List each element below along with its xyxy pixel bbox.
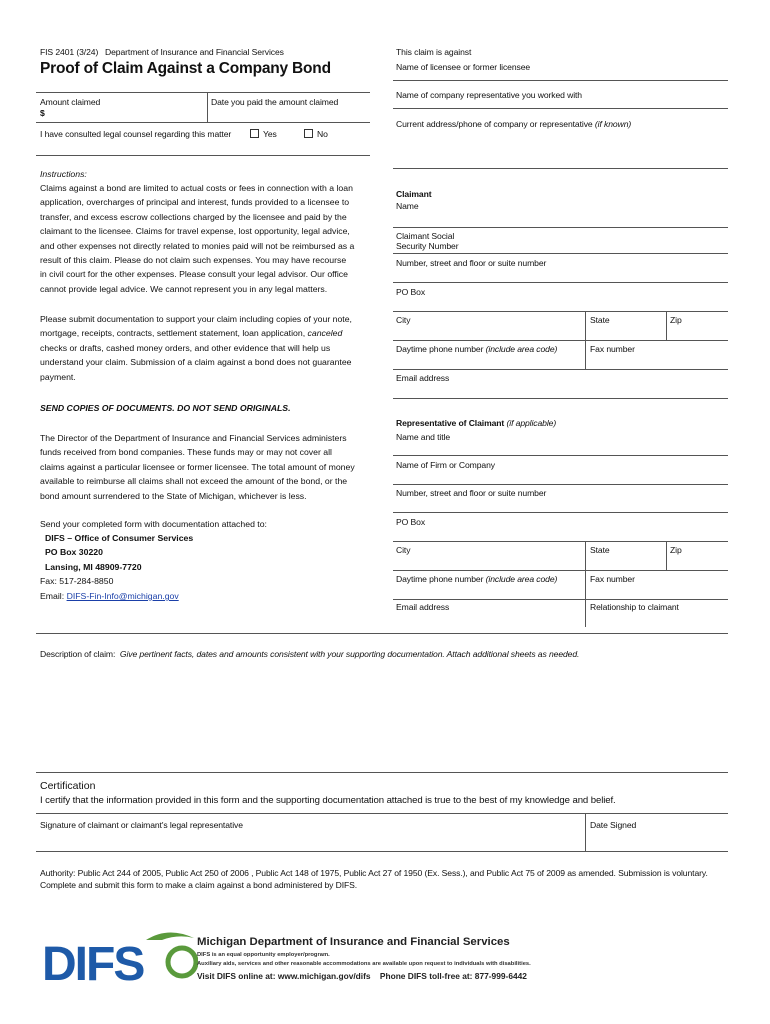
certification-heading: Certification xyxy=(40,780,96,792)
claimant-ssn-label: Claimant Social Security Number xyxy=(396,231,459,251)
mailing-address: DIFS – Office of Consumer Services PO Box 30220 Lansing, MI 48909-7720 xyxy=(45,533,194,572)
amount-claimed-label: Amount claimed xyxy=(40,97,101,107)
claimant-phone-label: Daytime phone number (include area code) xyxy=(396,344,558,354)
claimant-street-label: Number, street and floor or suite number xyxy=(396,258,547,268)
page-title: Proof of Claim Against a Company Bond xyxy=(40,60,331,77)
rep-email-label: Email address xyxy=(396,602,450,612)
instructions-paragraph-3: The Director of the Department of Insurance and Financial Services administers funds received from bond companies. These funds may or may not cover all claims against a particular licensee or former licensee. The total amount of money available to reimburse all claims shall not exceed the amount of the bond, or the bond amount surrendered to the State of Michigan, whichever is less. xyxy=(40,433,355,501)
claimant-state-label: State xyxy=(590,315,610,325)
form-id: FIS 2401 (3/24) xyxy=(40,47,99,57)
claimant-name-label: Name xyxy=(396,201,419,211)
org-name: Michigan Department of Insurance and Financial Services xyxy=(197,936,510,948)
send-to-text: Send your completed form with documentation attached to: xyxy=(40,519,267,529)
instructions-paragraph-1: Claims against a bond are limited to actual costs or fees in connection with a loan application, overcharges of principal and interest, funds provided to a licensee to transfer, and excess escrow collections charged by the licensee and paid by the claimant to the licensee. Claims for travel expense, lost opportunity, legal advice, and other expenses not directly related to monies paid will not be reimbursed as a result of this claim. Please do not claim such expenses. You may have recourse in civil court for the other expenses. Please consult your legal advisor. Our office cannot provide legal advice. We cannot represent you in any legal matters. xyxy=(40,183,355,294)
fax-number: Fax: 517-284-8850 xyxy=(40,576,114,586)
instructions-paragraph-2: Please submit documentation to support your claim including copies of your note, mortgage, receipts, contracts, settlement statement, loan application, canceled checks or drafts, cashed money orders, and other evidence that will help us understand your claim. Submission of a claim against a bond does not guarantee payment. xyxy=(40,314,352,382)
claimant-email-label: Email address xyxy=(396,373,450,383)
counsel-yes-checkbox[interactable]: Yes xyxy=(250,129,277,139)
send-copies-notice: SEND COPIES OF DOCUMENTS. DO NOT SEND ORIGINALS. xyxy=(40,403,291,413)
rep-zip-label: Zip xyxy=(670,545,682,555)
rep-state-label: State xyxy=(590,545,610,555)
rep-phone-label: Daytime phone number (include area code) xyxy=(396,574,558,584)
authority-line-1: Authority: Public Act 244 of 2005, Public Act 250 of 2006 , Public Act 148 of 1975, Public Act 27 of 1950 (Ex. Sess.), and Public Act 75 of 2009 as amended. Submission is voluntary. xyxy=(40,868,708,878)
signature-label: Signature of claimant or claimant's legal representative xyxy=(40,820,243,830)
logo-wordmark: DIFS xyxy=(42,938,144,986)
licensee-field-label: Name of licensee or former licensee xyxy=(396,62,531,72)
rep-firm-label: Name of Firm or Company xyxy=(396,460,495,470)
claimant-heading: Claimant xyxy=(396,189,432,199)
certification-statement: I certify that the information provided in this form and the supporting documentation attached is true to the best of my knowledge and belief. xyxy=(40,795,616,806)
footer-eeo: DIFS is an equal opportunity employer/program. xyxy=(197,952,330,958)
claimant-city-label: City xyxy=(396,315,411,325)
date-paid-label: Date you paid the amount claimed xyxy=(211,97,339,107)
rep-fax-label: Fax number xyxy=(590,574,635,584)
authority-line-2: Complete and submit this form to make a claim against a bond administered by DIFS. xyxy=(40,880,358,890)
email-line: Email: DIFS-Fin-Info@michigan.gov xyxy=(40,591,179,601)
date-signed-label: Date Signed xyxy=(590,820,637,830)
claim-against-heading: This claim is against xyxy=(396,47,472,57)
claimant-fax-label: Fax number xyxy=(590,344,635,354)
rep-relationship-label: Relationship to claimant xyxy=(590,602,679,612)
rep-street-label: Number, street and floor or suite number xyxy=(396,488,547,498)
department-name: Department of Insurance and Financial Services xyxy=(105,47,284,57)
footer-contact: Visit DIFS online at: www.michigan.gov/difs Phone DIFS toll-free at: 877-999-6442 xyxy=(197,971,527,981)
legal-counsel-label: I have consulted legal counsel regarding this matter xyxy=(40,129,232,139)
claimant-pobox-label: PO Box xyxy=(396,287,426,297)
instructions-heading: Instructions: xyxy=(40,169,87,179)
rep-name-label: Name and title xyxy=(396,432,451,442)
email-link[interactable]: DIFS-Fin-Info@michigan.gov xyxy=(66,591,179,601)
claimant-zip-label: Zip xyxy=(670,315,682,325)
rep-city-label: City xyxy=(396,545,411,555)
counsel-no-checkbox[interactable]: No xyxy=(304,129,328,139)
footer-accommodations: Auxiliary aids, services and other reasonable accommodations are available upon request to individuals with disabilities. xyxy=(197,961,531,967)
amount-currency: $ xyxy=(40,108,45,118)
representative-heading: Representative of Claimant (if applicable) xyxy=(396,418,557,428)
company-address-field-label: Current address/phone of company or representative (if known) xyxy=(396,119,632,129)
difs-logo xyxy=(40,928,198,986)
description-label: Description of claim: Give pertinent facts, dates and amounts consistent with your supporting documentation. Attach additional sheets as needed. xyxy=(40,649,580,659)
representative-field-label: Name of company representative you worked with xyxy=(396,90,582,100)
rep-pobox-label: PO Box xyxy=(396,517,426,527)
